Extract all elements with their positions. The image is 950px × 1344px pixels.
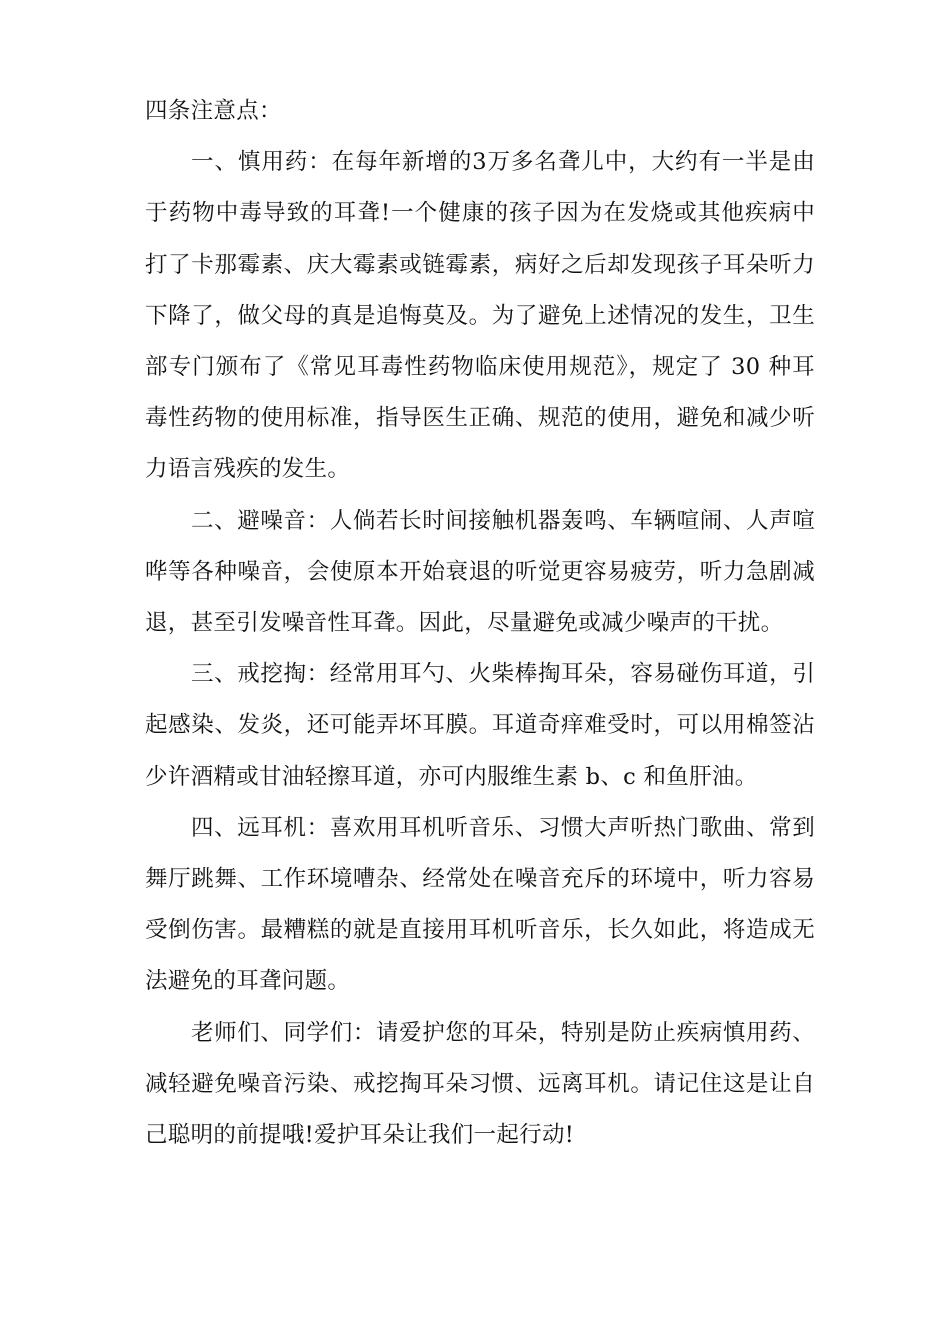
paragraph-noise: 二、避噪音：人倘若长时间接触机器轰鸣、车辆喧闹、人声喧哗等各种噪音，会使原本开始衰退的听觉更容易疲劳，听力急剧减退，甚至引发噪音性耳聋。因此，尽量避免或减少噪声的干扰。	[145, 507, 815, 637]
paragraph-earphones: 四、远耳机：喜欢用耳机听音乐、习惯大声听热门歌曲、常到舞厅跳舞、工作环境嘈杂、经常处在噪音充斥的环境中，听力容易受倒伤害。最糟糕的就是直接用耳机听音乐，长久如此，将造成无法避免的耳聋问题。	[145, 814, 815, 995]
document-body	[145, 86, 815, 1161]
paragraph-closing: 老师们、同学们：请爱护您的耳朵，特别是防止疾病慎用药、减轻避免噪音污染、戒挖掏耳朵习惯、远离耳机。请记住这是让自己聪明的前提哦!爱护耳朵让我们一起行动!	[145, 1019, 815, 1149]
paragraph-ear-picking: 三、戒挖掏：经常用耳勺、火柴棒掏耳朵，容易碰伤耳道，引起感染、发炎，还可能弄坏耳膜。耳道奇痒难受时，可以用棉签沾少许酒精或甘油轻擦耳道，亦可内服维生素 b、c 和鱼肝油。	[145, 661, 815, 790]
paragraph-medication: 一、慎用药：在每年新增的3万多名聋儿中，大约有一半是由于药物中毒导致的耳聋!一个健康的孩子因为在发烧或其他疾病中打了卡那霉素、庆大霉素或链霉素，病好之后却发现孩子耳朵听力下降了，做父母的真是追悔莫及。为了避免上述情况的发生，卫生部专门颁布了《常见耳毒性药物临床使用规范》，规定了 30 种耳毒性药物的使用标准，指导医生正确、规范的使用，避免和减少听力语言残疾的发生。	[145, 149, 815, 483]
intro-heading: 四条注意点：	[145, 98, 282, 124]
